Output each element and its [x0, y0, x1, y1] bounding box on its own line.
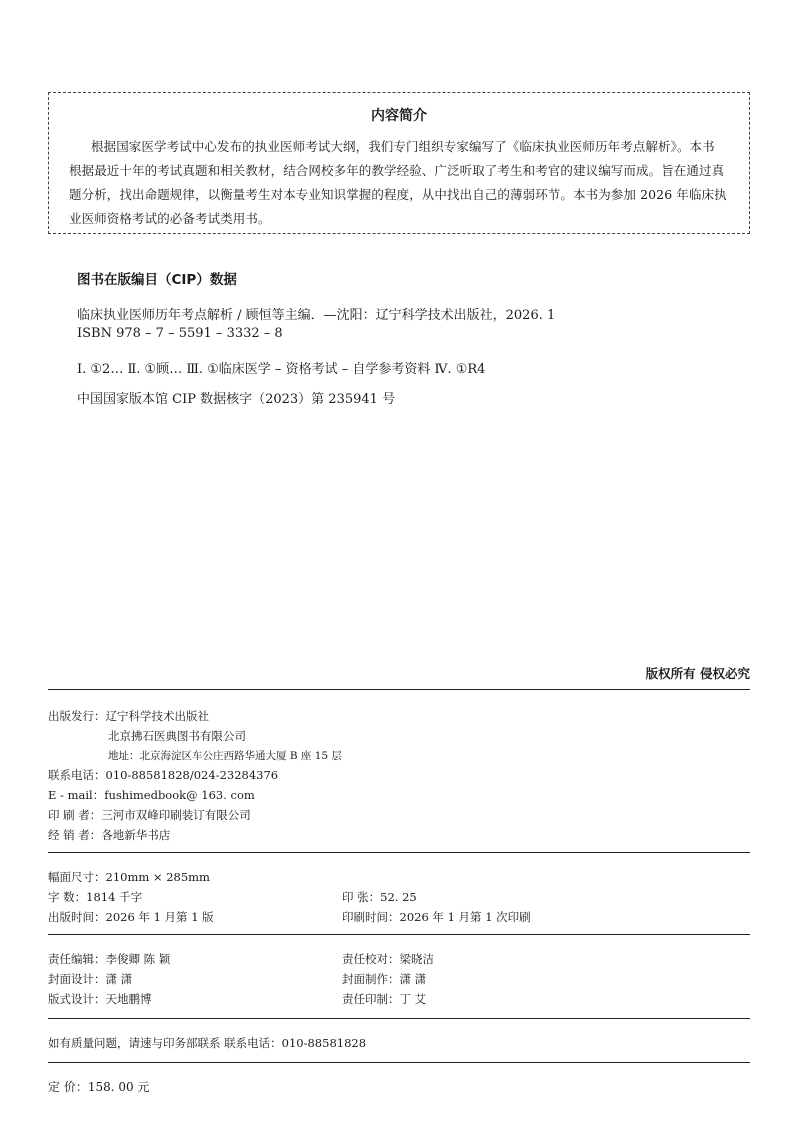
editor-label: 责任编辑：: [48, 952, 106, 966]
cover-make-value: 潇 潇: [399, 972, 427, 986]
seller-label: 经 销 者：: [48, 828, 102, 842]
seller-row: [48, 827, 170, 843]
print-label: 责任印制：: [342, 992, 400, 1006]
printer-value: 三河市双峰印刷装订有限公司: [101, 808, 251, 822]
email-label: E - mail：: [48, 788, 105, 802]
phone-row: [48, 767, 278, 783]
cover-make-label: 封面制作：: [342, 972, 400, 986]
publisher-name: 辽宁科学技术出版社: [105, 709, 209, 723]
print-row: [342, 991, 426, 1007]
divider: [48, 689, 750, 690]
editor-value: 李俊卿 陈 颖: [105, 952, 171, 966]
pubdate-label: 出版时间：: [48, 910, 106, 924]
printer-row: [48, 807, 251, 823]
proof-label: 责任校对：: [342, 952, 400, 966]
cover-make-row: [342, 971, 426, 987]
divider: [48, 852, 750, 853]
summary-line: 题分析，找出命题规律，以衡量考生对本专业知识掌握的程度，从中找出自己的薄弱环节。本书为参加 2026 年临床执: [69, 187, 727, 202]
divider: [48, 1062, 750, 1063]
divider: [48, 1018, 750, 1019]
editor-row: [48, 951, 170, 967]
layout-row: [48, 991, 152, 1007]
proof-row: [342, 951, 434, 967]
price-row: [48, 1078, 149, 1095]
email-value: fushimedbook@ 163. com: [104, 788, 255, 802]
divider: [48, 934, 750, 935]
summary-box: [48, 92, 750, 234]
printdate-value: 2026 年 1 月第 1 次印刷: [399, 910, 531, 924]
layout-value: 天地鹏博: [105, 992, 152, 1006]
cip-record-number: 中国国家版本馆 CIP 数据核字（2023）第 235941 号: [77, 392, 396, 407]
summary-title: 内容简介: [371, 108, 427, 124]
cover-design-value: 潇 潇: [105, 972, 133, 986]
sheets-row: [342, 889, 417, 905]
sheets-label: 印 张：: [342, 890, 381, 904]
cip-classification: Ⅰ. ①2… Ⅱ. ①顾… Ⅲ. ①临床医学 – 资格考试 – 自学参考资料 Ⅳ. ①R4: [77, 362, 486, 377]
publisher-row: [48, 708, 209, 724]
summary-line: 业医师资格考试的必备考试类用书。: [69, 211, 271, 226]
words-label: 字 数：: [48, 890, 87, 904]
cip-isbn: ISBN 978 – 7 – 5591 – 3332 – 8: [77, 326, 283, 341]
price-value: 158. 00 元: [87, 1080, 150, 1094]
email-row: [48, 787, 255, 803]
printdate-row: [342, 909, 531, 925]
size-label: 幅面尺寸：: [48, 870, 106, 884]
size-value: 210mm × 285mm: [105, 870, 210, 884]
publisher-label: 出版发行：: [48, 709, 106, 723]
sheets-value: 52. 25: [380, 890, 417, 904]
publisher-company: 北京拂石医典图书有限公司: [108, 729, 246, 743]
words-row: [48, 889, 142, 905]
phone-label: 联系电话：: [48, 768, 106, 782]
copyright-notice: 版权所有 侵权必究: [645, 666, 750, 681]
pubdate-value: 2026 年 1 月第 1 版: [105, 910, 214, 924]
size-row: [48, 869, 210, 885]
summary-line: 根据国家医学考试中心发布的执业医师考试大纲，我们专门组织专家编写了《临床执业医师历年考点解析》。本书: [91, 139, 715, 154]
cip-heading: 图书在版编目（CIP）数据: [77, 272, 237, 288]
cover-design-label: 封面设计：: [48, 972, 106, 986]
phone-value: 010-88581828/024-23284376: [105, 768, 279, 782]
quality-notice: 如有质量问题，请速与印务部联系 联系电话：010-88581828: [48, 1036, 367, 1050]
seller-value: 各地新华书店: [101, 828, 171, 842]
pubdate-row: [48, 909, 214, 925]
printdate-label: 印刷时间：: [342, 910, 400, 924]
words-value: 1814 千字: [86, 890, 143, 904]
cover-design-row: [48, 971, 132, 987]
printer-label: 印 刷 者：: [48, 808, 102, 822]
print-value: 丁 艾: [399, 992, 427, 1006]
proof-value: 梁晓洁: [399, 952, 434, 966]
summary-line: 根据最近十年的考试真题和相关教材，结合网校多年的教学经验、广泛听取了考生和考官的建议编写而成。旨在通过真: [69, 163, 725, 178]
publisher-address: 地址：北京海淀区车公庄西路华通大厦 B 座 15 层: [108, 750, 342, 762]
layout-label: 版式设计：: [48, 992, 106, 1006]
cip-title-line: 临床执业医师历年考点解析 / 顾恒等主编．—沈阳：辽宁科学技术出版社，2026. 1: [77, 308, 556, 323]
price-label: 定 价：: [48, 1080, 88, 1094]
